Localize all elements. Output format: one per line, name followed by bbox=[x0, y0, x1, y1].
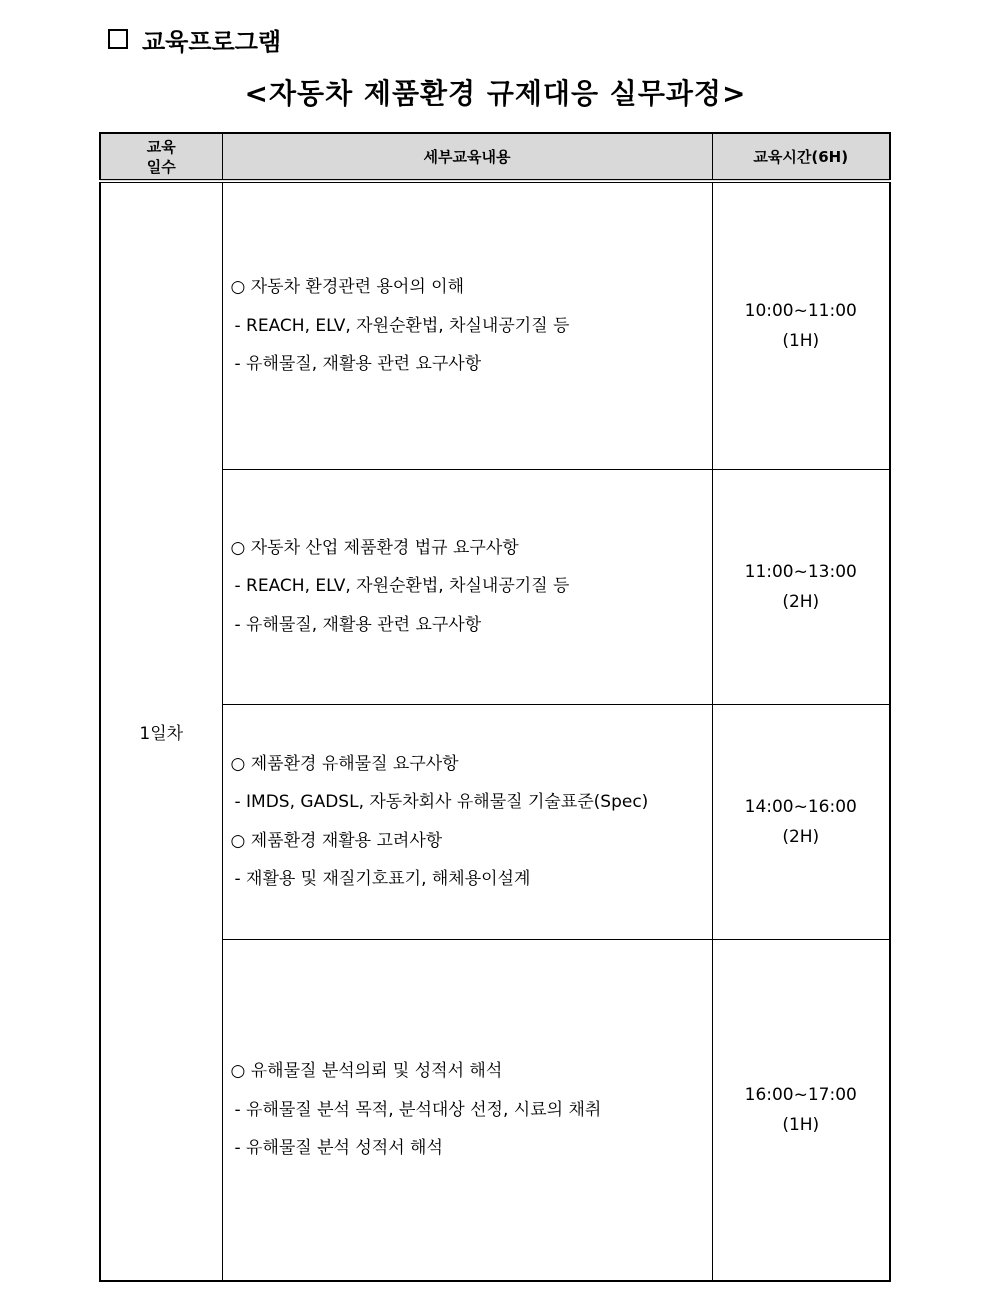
content-line: ○ 제품환경 유해물질 요구사항 bbox=[230, 753, 459, 774]
time-range: 11:00~13:00 bbox=[744, 561, 857, 582]
table-header-row bbox=[100, 133, 890, 181]
header-day-line2: 일수 bbox=[146, 157, 176, 176]
time-cell bbox=[712, 181, 890, 469]
time-cell bbox=[712, 704, 890, 939]
content-cell bbox=[222, 939, 712, 1281]
time-duration: (2H) bbox=[782, 591, 820, 612]
content-line: ○ 자동차 환경관련 용어의 이해 bbox=[230, 277, 465, 297]
content-line: - IMDS, GADSL, 자동차회사 유해물질 기술표준(Spec) bbox=[234, 792, 649, 812]
time-duration: (2H) bbox=[782, 826, 820, 847]
time-duration: (1H) bbox=[782, 1114, 820, 1135]
content-line: ○ 유해물질 분석의뢰 및 성적서 해석 bbox=[230, 1061, 503, 1081]
content-line: - REACH, ELV, 자원순환법, 차실내공기질 등 bbox=[234, 315, 570, 336]
header-content: 세부교육내용 bbox=[222, 133, 712, 181]
table-row bbox=[100, 181, 890, 469]
content-line: - 유해물질 분석 성적서 해석 bbox=[234, 1138, 443, 1158]
day-cell: 1일차 bbox=[100, 181, 222, 1281]
course-title: <자동차 제품환경 규제대응 실무과정> bbox=[244, 77, 747, 110]
time-range: 10:00~11:00 bbox=[744, 300, 857, 321]
program-table bbox=[99, 132, 891, 1282]
content-line: ○ 자동차 산업 제품환경 법규 요구사항 bbox=[230, 537, 519, 558]
content-line: - 유해물질, 재활용 관련 요구사항 bbox=[234, 614, 482, 635]
content-cell bbox=[222, 181, 712, 469]
content-line: - 재활용 및 재질기호표기, 해체용이설계 bbox=[234, 869, 531, 889]
time-duration: (1H) bbox=[782, 330, 820, 351]
header-day bbox=[100, 133, 222, 181]
header-day-line1: 교육 bbox=[146, 137, 176, 156]
time-cell bbox=[712, 939, 890, 1281]
content-line: - REACH, ELV, 자원순환법, 차실내공기질 등 bbox=[234, 576, 570, 597]
header-time: 교육시간(6H) bbox=[712, 133, 890, 181]
content-line: - 유해물질, 재활용 관련 요구사항 bbox=[234, 354, 482, 374]
content-cell bbox=[222, 469, 712, 704]
time-range: 14:00~16:00 bbox=[744, 796, 857, 817]
section-heading bbox=[108, 22, 281, 56]
content-cell bbox=[222, 704, 712, 939]
section-label: 교육프로그램 bbox=[142, 27, 282, 56]
time-range: 16:00~17:00 bbox=[744, 1084, 857, 1105]
checkbox-square-icon bbox=[108, 29, 128, 49]
time-cell bbox=[712, 469, 890, 704]
content-line: - 유해물질 분석 목적, 분석대상 선정, 시료의 채취 bbox=[234, 1099, 602, 1120]
content-line: ○ 제품환경 재활용 고려사항 bbox=[230, 830, 443, 851]
